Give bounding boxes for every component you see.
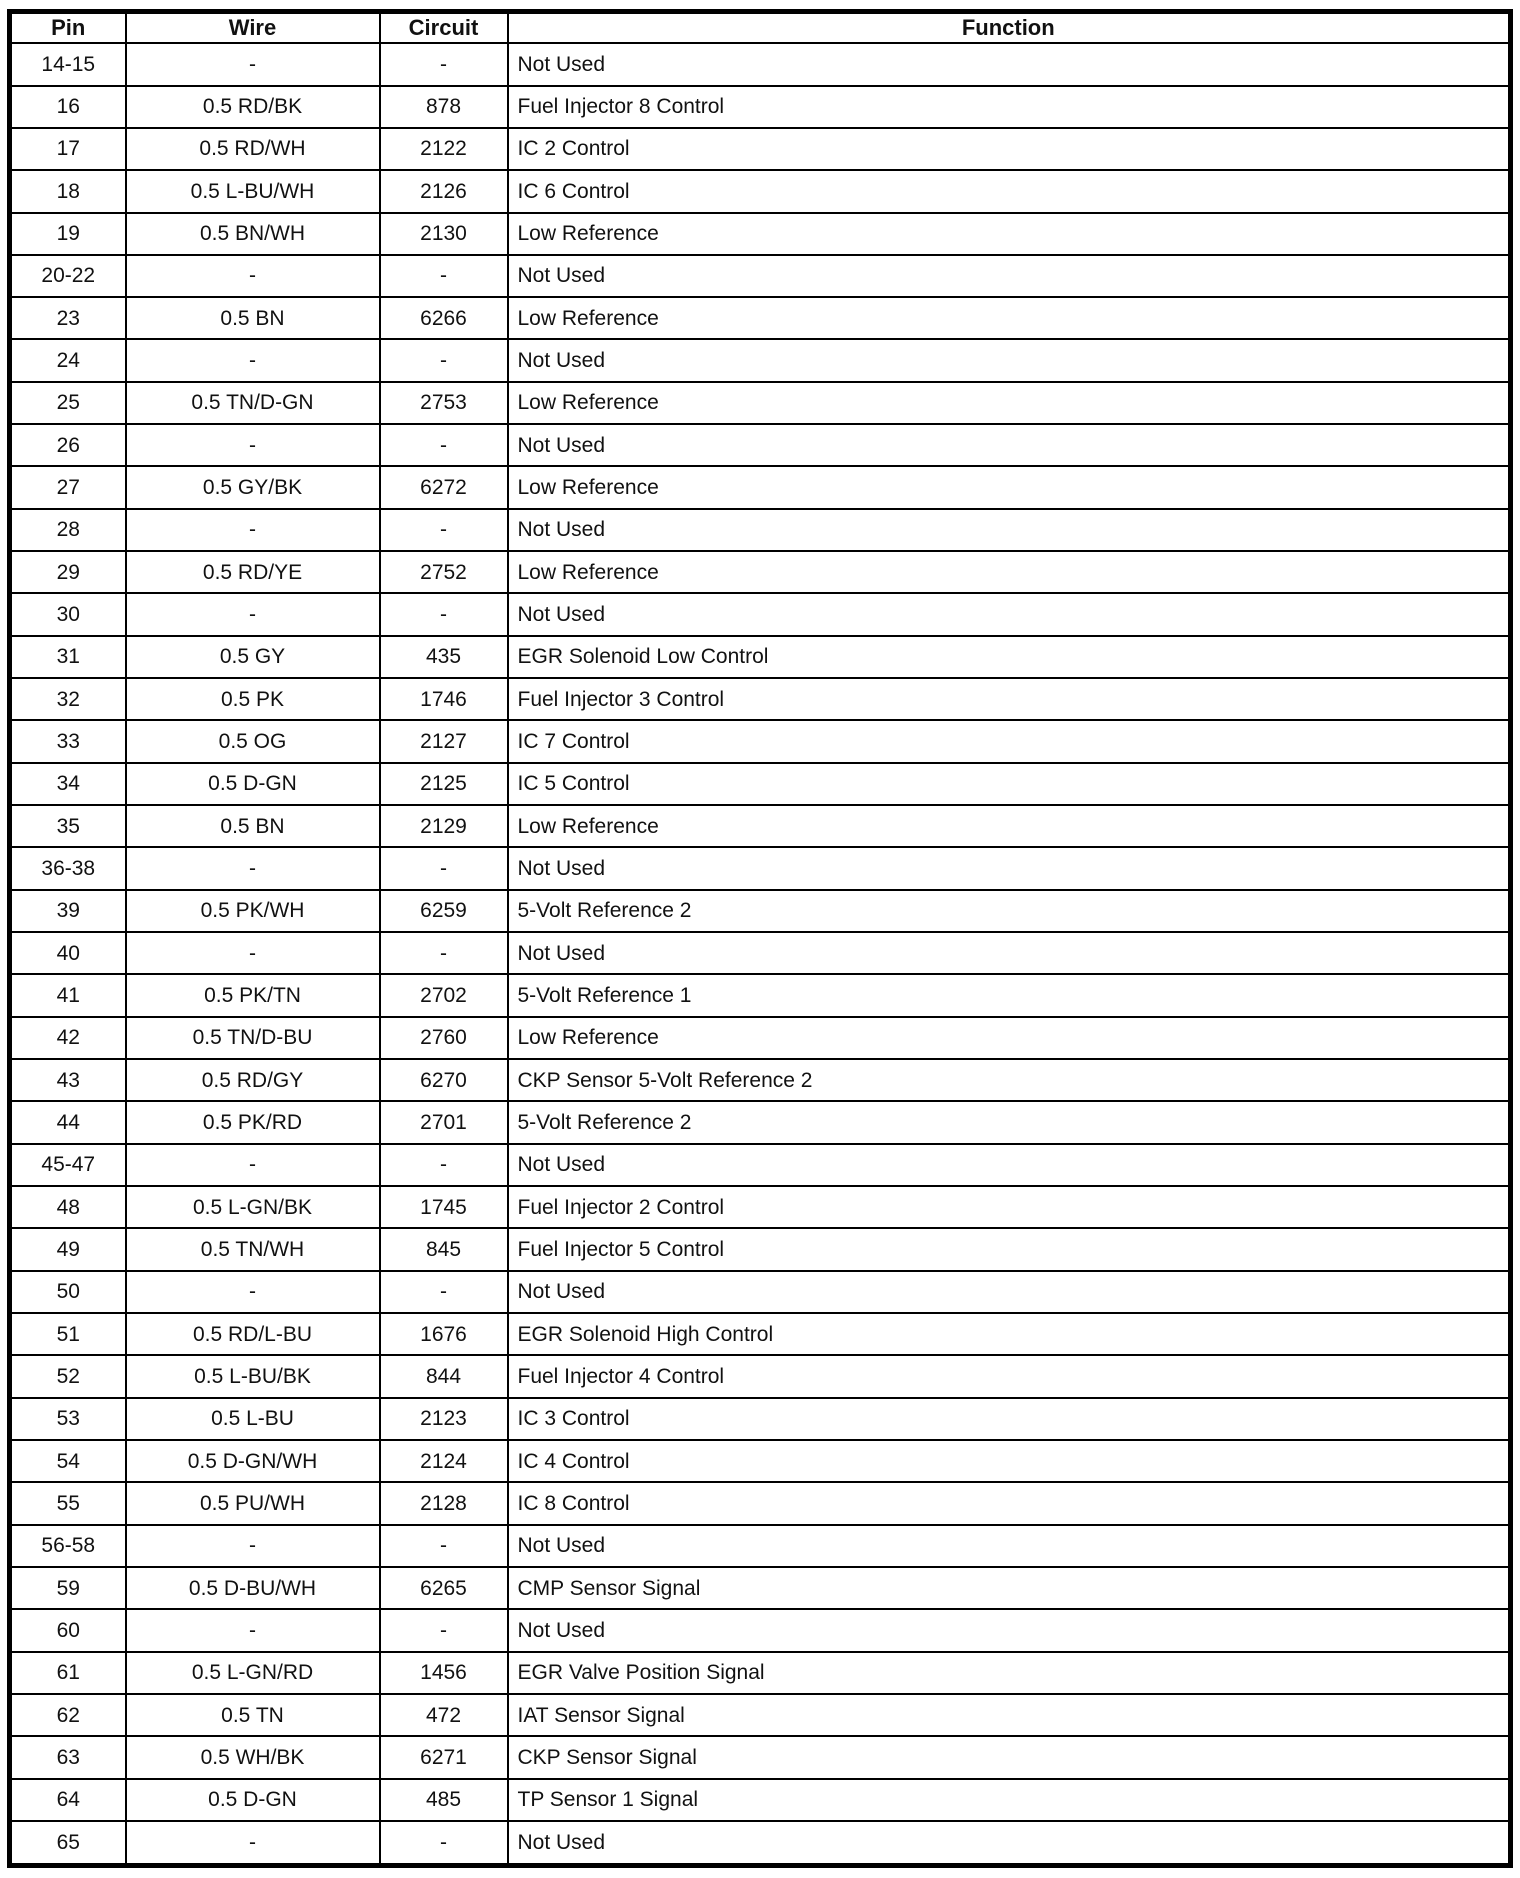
circuit-cell: 6270 [380,1059,508,1101]
circuit-cell: - [380,509,508,551]
wire-cell: 0.5 L-BU/BK [126,1355,380,1397]
function-cell: Not Used [508,1821,1511,1866]
circuit-cell: 2760 [380,1017,508,1059]
pin-cell: 51 [10,1313,126,1355]
pin-cell: 62 [10,1694,126,1736]
function-cell: Not Used [508,1271,1511,1313]
function-cell: Not Used [508,1525,1511,1567]
function-cell: CKP Sensor 5-Volt Reference 2 [508,1059,1511,1101]
function-cell: Not Used [508,255,1511,297]
table-row [10,43,1511,85]
table-row [10,1821,1511,1866]
column-header-wire: Wire [126,12,380,44]
circuit-cell: 2127 [380,720,508,762]
table-row [10,424,1511,466]
table-row [10,890,1511,932]
table-row [10,1144,1511,1186]
circuit-cell: 6265 [380,1567,508,1609]
wire-cell: - [126,255,380,297]
circuit-cell: 1456 [380,1652,508,1694]
circuit-cell: 2130 [380,213,508,255]
pin-cell: 20-22 [10,255,126,297]
circuit-cell: 6259 [380,890,508,932]
wire-cell: 0.5 D-GN [126,1779,380,1821]
wire-cell: 0.5 PK/WH [126,890,380,932]
pin-cell: 26 [10,424,126,466]
pin-cell: 54 [10,1440,126,1482]
table-row [10,1567,1511,1609]
function-cell: Fuel Injector 2 Control [508,1186,1511,1228]
circuit-cell: - [380,593,508,635]
function-cell: Not Used [508,509,1511,551]
pin-cell: 48 [10,1186,126,1228]
table-row [10,128,1511,170]
pinout-table [7,9,1513,1868]
table-row [10,382,1511,424]
table-row [10,1736,1511,1778]
table-row [10,1228,1511,1270]
table-row [10,1652,1511,1694]
table-row [10,593,1511,635]
table-row [10,86,1511,128]
wire-cell: 0.5 RD/WH [126,128,380,170]
pin-cell: 18 [10,170,126,212]
pin-cell: 30 [10,593,126,635]
wire-cell: 0.5 GY [126,636,380,678]
circuit-cell: 1745 [380,1186,508,1228]
pin-cell: 42 [10,1017,126,1059]
pin-cell: 39 [10,890,126,932]
table-row [10,1017,1511,1059]
table-row [10,1398,1511,1440]
circuit-cell: - [380,932,508,974]
wire-cell: 0.5 L-GN/RD [126,1652,380,1694]
function-cell: IC 7 Control [508,720,1511,762]
circuit-cell: - [380,339,508,381]
wire-cell: 0.5 TN/WH [126,1228,380,1270]
circuit-cell: 844 [380,1355,508,1397]
table-row [10,720,1511,762]
pin-cell: 41 [10,974,126,1016]
circuit-cell: - [380,1144,508,1186]
wire-cell: - [126,1144,380,1186]
table-row [10,213,1511,255]
circuit-cell: 2122 [380,128,508,170]
wire-cell: 0.5 L-BU [126,1398,380,1440]
circuit-cell: 845 [380,1228,508,1270]
column-header-function: Function [508,12,1511,44]
wire-cell: 0.5 L-GN/BK [126,1186,380,1228]
pin-cell: 25 [10,382,126,424]
circuit-cell: 6266 [380,297,508,339]
pin-cell: 36-38 [10,847,126,889]
pin-cell: 64 [10,1779,126,1821]
function-cell: Not Used [508,339,1511,381]
table-header [10,12,1511,44]
pin-cell: 33 [10,720,126,762]
function-cell: EGR Valve Position Signal [508,1652,1511,1694]
table-row [10,509,1511,551]
circuit-cell: - [380,1821,508,1866]
table-row [10,1186,1511,1228]
function-cell: 5-Volt Reference 1 [508,974,1511,1016]
function-cell: 5-Volt Reference 2 [508,890,1511,932]
circuit-cell: 6271 [380,1736,508,1778]
pin-cell: 55 [10,1482,126,1524]
wire-cell: 0.5 GY/BK [126,466,380,508]
table-row [10,551,1511,593]
pin-cell: 49 [10,1228,126,1270]
table-row [10,763,1511,805]
pin-cell: 35 [10,805,126,847]
function-cell: Low Reference [508,382,1511,424]
wire-cell: 0.5 D-BU/WH [126,1567,380,1609]
header-row [10,12,1511,44]
table-row [10,1694,1511,1736]
table-row [10,1059,1511,1101]
wire-cell: 0.5 D-GN/WH [126,1440,380,1482]
function-cell: Low Reference [508,1017,1511,1059]
function-cell: IC 4 Control [508,1440,1511,1482]
function-cell: IC 8 Control [508,1482,1511,1524]
column-header-circuit: Circuit [380,12,508,44]
pin-cell: 43 [10,1059,126,1101]
pin-cell: 65 [10,1821,126,1866]
wire-cell: 0.5 BN [126,297,380,339]
function-cell: Fuel Injector 8 Control [508,86,1511,128]
function-cell: 5-Volt Reference 2 [508,1101,1511,1143]
function-cell: Not Used [508,1609,1511,1651]
function-cell: Fuel Injector 4 Control [508,1355,1511,1397]
wire-cell: - [126,509,380,551]
wire-cell: 0.5 RD/YE [126,551,380,593]
function-cell: Low Reference [508,805,1511,847]
table-row [10,1355,1511,1397]
circuit-cell: 2124 [380,1440,508,1482]
function-cell: Not Used [508,1144,1511,1186]
circuit-cell: - [380,255,508,297]
circuit-cell: 878 [380,86,508,128]
circuit-cell: 1676 [380,1313,508,1355]
wire-cell: 0.5 D-GN [126,763,380,805]
pin-cell: 28 [10,509,126,551]
wire-cell: 0.5 PK [126,678,380,720]
function-cell: Not Used [508,593,1511,635]
wire-cell: 0.5 PK/TN [126,974,380,1016]
pin-cell: 52 [10,1355,126,1397]
pin-cell: 31 [10,636,126,678]
table-row [10,1440,1511,1482]
circuit-cell: 2701 [380,1101,508,1143]
function-cell: Not Used [508,847,1511,889]
circuit-cell: 2702 [380,974,508,1016]
table-row [10,1482,1511,1524]
wire-cell: 0.5 WH/BK [126,1736,380,1778]
wire-cell: 0.5 BN [126,805,380,847]
wire-cell: - [126,932,380,974]
table-row [10,1271,1511,1313]
table-row [10,255,1511,297]
circuit-cell: 1746 [380,678,508,720]
function-cell: Fuel Injector 3 Control [508,678,1511,720]
table-row [10,974,1511,1016]
pin-cell: 44 [10,1101,126,1143]
circuit-cell: 2129 [380,805,508,847]
circuit-cell: - [380,43,508,85]
table-row [10,847,1511,889]
pin-cell: 32 [10,678,126,720]
function-cell: EGR Solenoid High Control [508,1313,1511,1355]
wire-cell: 0.5 TN/D-GN [126,382,380,424]
pin-cell: 14-15 [10,43,126,85]
column-header-pin: Pin [10,12,126,44]
wire-cell: - [126,424,380,466]
table-row [10,339,1511,381]
pin-cell: 50 [10,1271,126,1313]
pin-cell: 53 [10,1398,126,1440]
wire-cell: 0.5 TN/D-BU [126,1017,380,1059]
table-row [10,297,1511,339]
circuit-cell: 2128 [380,1482,508,1524]
wire-cell: 0.5 RD/BK [126,86,380,128]
table-row [10,636,1511,678]
table-row [10,1313,1511,1355]
pin-cell: 45-47 [10,1144,126,1186]
function-cell: CKP Sensor Signal [508,1736,1511,1778]
table-row [10,1779,1511,1821]
function-cell: Low Reference [508,466,1511,508]
wire-cell: - [126,339,380,381]
circuit-cell: - [380,847,508,889]
pin-cell: 59 [10,1567,126,1609]
table-row [10,932,1511,974]
wire-cell: - [126,593,380,635]
function-cell: EGR Solenoid Low Control [508,636,1511,678]
wire-cell: 0.5 TN [126,1694,380,1736]
function-cell: Not Used [508,43,1511,85]
circuit-cell: 472 [380,1694,508,1736]
function-cell: Low Reference [508,551,1511,593]
function-cell: TP Sensor 1 Signal [508,1779,1511,1821]
pin-cell: 60 [10,1609,126,1651]
wire-cell: - [126,1609,380,1651]
wire-cell: - [126,1525,380,1567]
wire-cell: 0.5 L-BU/WH [126,170,380,212]
wire-cell: 0.5 BN/WH [126,213,380,255]
function-cell: IC 5 Control [508,763,1511,805]
table-row [10,170,1511,212]
circuit-cell: 2125 [380,763,508,805]
wire-cell: - [126,1821,380,1866]
circuit-cell: 485 [380,1779,508,1821]
wire-cell: 0.5 OG [126,720,380,762]
function-cell: IC 6 Control [508,170,1511,212]
circuit-cell: - [380,1271,508,1313]
function-cell: Low Reference [508,213,1511,255]
pin-cell: 40 [10,932,126,974]
circuit-cell: - [380,1525,508,1567]
wire-cell: 0.5 PU/WH [126,1482,380,1524]
function-cell: IAT Sensor Signal [508,1694,1511,1736]
wire-cell: 0.5 RD/GY [126,1059,380,1101]
pin-cell: 34 [10,763,126,805]
circuit-cell: 6272 [380,466,508,508]
circuit-cell: 435 [380,636,508,678]
function-cell: Fuel Injector 5 Control [508,1228,1511,1270]
table-row [10,1101,1511,1143]
function-cell: IC 3 Control [508,1398,1511,1440]
pin-cell: 17 [10,128,126,170]
pin-cell: 16 [10,86,126,128]
function-cell: Not Used [508,424,1511,466]
wire-cell: - [126,43,380,85]
circuit-cell: - [380,424,508,466]
pin-cell: 23 [10,297,126,339]
table-row [10,466,1511,508]
pin-cell: 19 [10,213,126,255]
function-cell: IC 2 Control [508,128,1511,170]
wire-cell: 0.5 RD/L-BU [126,1313,380,1355]
wire-cell: - [126,847,380,889]
circuit-cell: 2752 [380,551,508,593]
table-row [10,805,1511,847]
function-cell: CMP Sensor Signal [508,1567,1511,1609]
circuit-cell: 2126 [380,170,508,212]
pinout-table-body [10,43,1511,1865]
wire-cell: 0.5 PK/RD [126,1101,380,1143]
table-row [10,1609,1511,1651]
circuit-cell: 2123 [380,1398,508,1440]
pin-cell: 61 [10,1652,126,1694]
wire-cell: - [126,1271,380,1313]
function-cell: Not Used [508,932,1511,974]
pin-cell: 24 [10,339,126,381]
circuit-cell: 2753 [380,382,508,424]
pin-cell: 27 [10,466,126,508]
table-row [10,678,1511,720]
pin-cell: 63 [10,1736,126,1778]
pin-cell: 29 [10,551,126,593]
function-cell: Low Reference [508,297,1511,339]
pin-cell: 56-58 [10,1525,126,1567]
table-row [10,1525,1511,1567]
circuit-cell: - [380,1609,508,1651]
